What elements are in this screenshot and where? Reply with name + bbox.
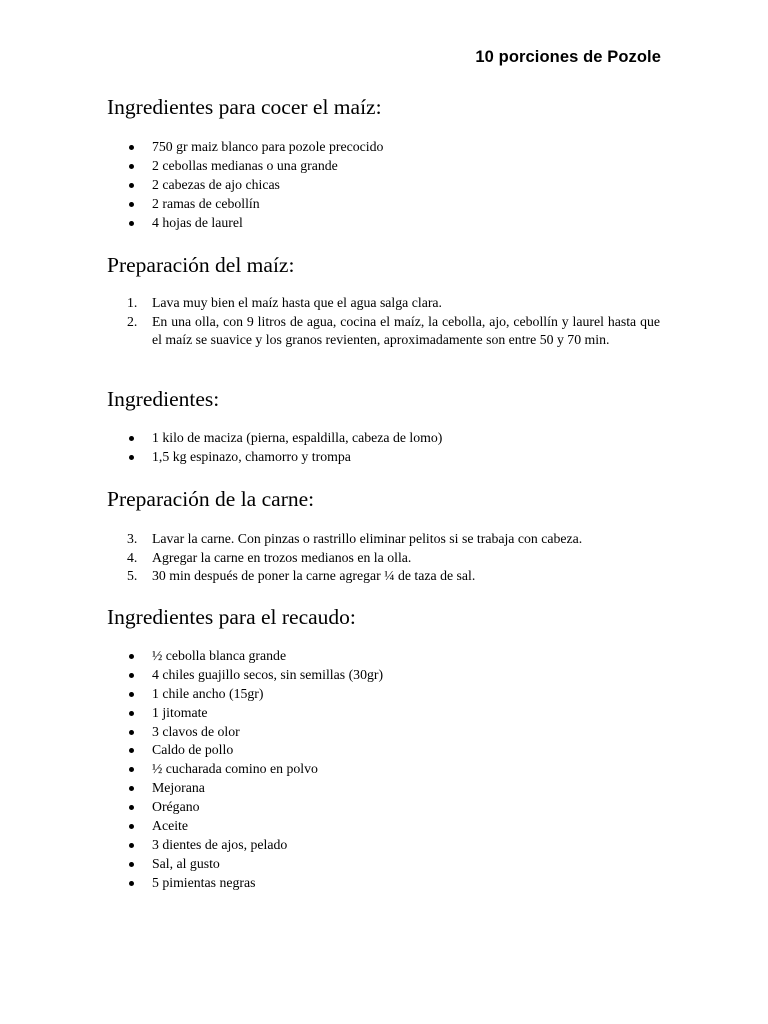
list-item: 1 kilo de maciza (pierna, espaldilla, cabeza de lomo) bbox=[107, 429, 660, 448]
list-item bbox=[107, 567, 660, 586]
step-number: 4. bbox=[127, 549, 138, 565]
ingredient-list-recaudo bbox=[107, 647, 660, 893]
step-text: 30 min después de poner la carne agregar ¼ de taza de sal. bbox=[152, 568, 476, 583]
bullet-icon bbox=[129, 221, 134, 226]
bullet-icon bbox=[129, 805, 134, 810]
section-heading-ingredientes-recaudo: Ingredientes para el recaudo: bbox=[107, 605, 356, 629]
list-item: Sal, al gusto bbox=[107, 855, 660, 874]
step-number: 2. bbox=[127, 313, 138, 329]
list-item: 1,5 kg espinazo, chamorro y trompa bbox=[107, 448, 660, 467]
section-heading-ingredientes-carne: Ingredientes: bbox=[107, 387, 220, 411]
step-number: 5. bbox=[127, 568, 138, 583]
ingredient-list-maiz bbox=[107, 138, 660, 232]
list-item: ½ cebolla blanca grande bbox=[107, 647, 660, 666]
section-heading-ingredientes-maiz: Ingredientes para cocer el maíz: bbox=[107, 95, 382, 119]
bullet-icon bbox=[129, 436, 134, 441]
bullet-icon bbox=[129, 455, 134, 460]
list-item: Aceite bbox=[107, 817, 660, 836]
list-item bbox=[107, 313, 660, 350]
bullet-icon bbox=[129, 843, 134, 848]
list-item bbox=[107, 549, 660, 568]
bullet-icon bbox=[129, 145, 134, 150]
list-item: ½ cucharada comino en polvo bbox=[107, 760, 660, 779]
document-title: 10 porciones de Pozole bbox=[475, 48, 661, 66]
list-item: 1 chile ancho (15gr) bbox=[107, 685, 660, 704]
bullet-icon bbox=[129, 654, 134, 659]
list-item: Caldo de pollo bbox=[107, 741, 660, 760]
list-item: 2 cebollas medianas o una grande bbox=[107, 157, 660, 176]
list-item: 2 cabezas de ajo chicas bbox=[107, 176, 660, 195]
list-item: 5 pimientas negras bbox=[107, 874, 660, 893]
bullet-icon bbox=[129, 748, 134, 753]
step-text: Agregar la carne en trozos medianos en la olla. bbox=[152, 549, 412, 565]
list-item: 4 chiles guajillo secos, sin semillas (30gr) bbox=[107, 666, 660, 685]
bullet-icon bbox=[129, 824, 134, 829]
step-text: En una olla, con 9 litros de agua, cocina el maíz, la cebolla, ajo, cebollín y laurel hasta que el maíz se suavice y los granos revienten, aproximadamente son entre 50 y 70 min. bbox=[152, 313, 660, 347]
ingredient-list-carne bbox=[107, 429, 660, 467]
section-heading-preparacion-carne: Preparación de la carne: bbox=[107, 487, 315, 511]
list-item: 750 gr maiz blanco para pozole precocido bbox=[107, 138, 660, 157]
bullet-icon bbox=[129, 202, 134, 207]
bullet-icon bbox=[129, 711, 134, 716]
section-heading-preparacion-maiz: Preparación del maíz: bbox=[107, 253, 295, 277]
step-number: 3. bbox=[127, 531, 138, 546]
list-item bbox=[107, 530, 660, 549]
list-item: 2 ramas de cebollín bbox=[107, 195, 660, 214]
bullet-icon bbox=[129, 730, 134, 735]
bullet-icon bbox=[129, 692, 134, 697]
bullet-icon bbox=[129, 673, 134, 678]
bullet-icon bbox=[129, 183, 134, 188]
bullet-icon bbox=[129, 767, 134, 772]
bullet-icon bbox=[129, 786, 134, 791]
step-text: Lava muy bien el maíz hasta que el agua salga clara. bbox=[152, 295, 442, 310]
list-item: 1 jitomate bbox=[107, 704, 660, 723]
list-item: Orégano bbox=[107, 798, 660, 817]
bullet-icon bbox=[129, 881, 134, 886]
list-item: 4 hojas de laurel bbox=[107, 214, 660, 233]
list-item: 3 clavos de olor bbox=[107, 723, 660, 742]
list-item: 3 dientes de ajos, pelado bbox=[107, 836, 660, 855]
step-list-maiz bbox=[107, 294, 660, 350]
list-item bbox=[107, 294, 660, 313]
step-text: Lavar la carne. Con pinzas o rastrillo eliminar pelitos si se trabaja con cabeza. bbox=[152, 531, 583, 546]
list-item: Mejorana bbox=[107, 779, 660, 798]
step-number: 1. bbox=[127, 295, 138, 310]
bullet-icon bbox=[129, 164, 134, 169]
bullet-icon bbox=[129, 862, 134, 867]
step-list-carne bbox=[107, 530, 660, 586]
